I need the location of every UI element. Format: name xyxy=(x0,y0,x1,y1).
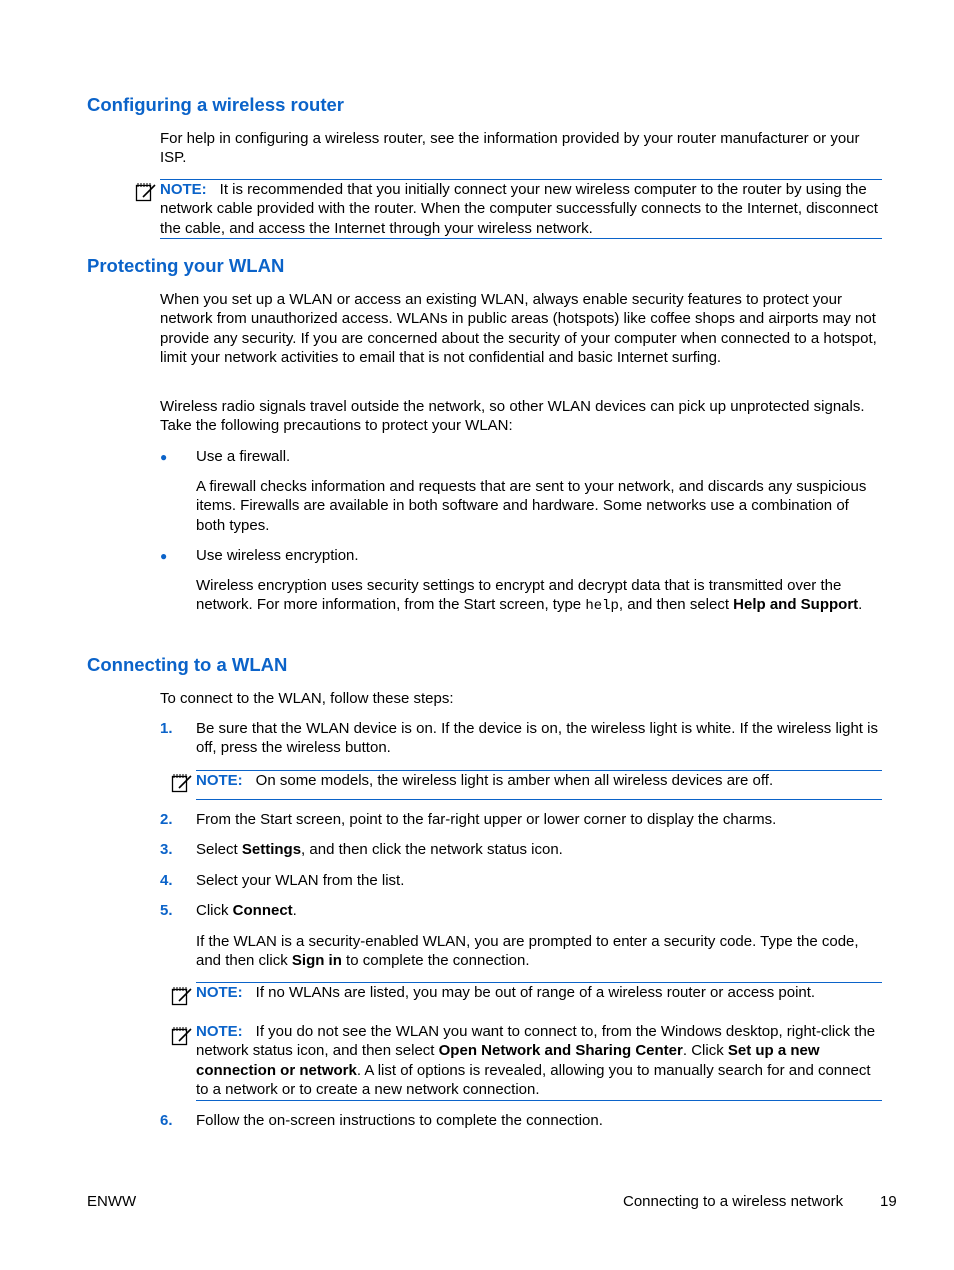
heading-protecting-wlan: Protecting your WLAN xyxy=(87,255,285,276)
page-number: 19 xyxy=(880,1193,897,1210)
protect-paragraph-2: Wireless radio signals travel outside the network, so other WLAN devices can pick up unprotected signals. Take the following precautions to protect your WLAN: xyxy=(160,398,865,435)
connect-label: Connect xyxy=(232,902,293,919)
note-label: NOTE: xyxy=(196,772,243,789)
bullet-marker: ● xyxy=(160,549,168,563)
step-number: 1. xyxy=(160,720,173,737)
note-text: On some models, the wireless light is amber when all wireless devices are off. xyxy=(255,772,774,789)
sign-in-label: Sign in xyxy=(291,952,342,970)
step-number: 5. xyxy=(160,902,173,919)
bullet-marker: ● xyxy=(160,450,168,464)
bullet-encryption: Use wireless encryption. xyxy=(196,547,359,564)
note-box-no-wlans xyxy=(196,982,882,1010)
footer-title: Connecting to a wireless network xyxy=(623,1193,844,1210)
step-2: From the Start screen, point to the far-right upper or lower corner to display the charms. xyxy=(196,811,777,828)
bullet-encryption-desc: Wireless encryption uses security settings to encrypt and decrypt data that is transmitted over the network. For more information, from the Start screen, type help, and then select Help and Support. xyxy=(196,577,863,615)
step-number: 2. xyxy=(160,811,173,828)
set-up-new-connection: Set up a new connection or network xyxy=(196,1042,820,1079)
step-5: Click Connect. xyxy=(196,902,297,919)
note-box-sharing-center: NOTE: If you do not see the WLAN you want to connect to, from the Windows desktop, right-click the network status icon, and then select Open Network and Sharing Center. Click Set up a new connection or network. A list of options is revealed, allowing you to manually search for and connect to a network or to create a new network connection. xyxy=(196,1022,882,1101)
note-text: If no WLANs are listed, you may be out of range of a wireless router or access point. xyxy=(255,984,816,1001)
connect-intro: To connect to the WLAN, follow these steps: xyxy=(160,690,454,707)
note-label: NOTE: xyxy=(196,1023,243,1040)
router-paragraph: For help in configuring a wireless router, see the information provided by your router manufacturer or your ISP. xyxy=(160,130,860,167)
open-network-sharing-center: Open Network and Sharing Center xyxy=(438,1042,683,1060)
step-number: 3. xyxy=(160,841,173,858)
code-help: help xyxy=(585,598,619,615)
note-icon xyxy=(171,985,193,1007)
step-5-desc: If the WLAN is a security-enabled WLAN, you are prompted to enter a security code. Type the code, and then click Sign in to complete the connection. xyxy=(196,933,859,970)
help-and-support: Help and Support xyxy=(733,596,859,614)
note-box-amber xyxy=(196,770,882,800)
note-box-router xyxy=(160,179,882,239)
step-1: Be sure that the WLAN device is on. If the device is on, the wireless light is white. If the wireless light is off, press the wireless button. xyxy=(196,720,878,757)
settings-label: Settings xyxy=(241,841,302,858)
heading-connecting-wlan: Connecting to a WLAN xyxy=(87,654,288,675)
protect-paragraph-1: When you set up a WLAN or access an existing WLAN, always enable security features to protect your network from unauthorized access. WLANs in public areas (hotspots) like coffee shops and airports may not provide any security. If you are concerned about the security of your computer when connected to a hotspot, limit your network activities to email that is not confidential and basic Internet surfing. xyxy=(160,291,877,367)
note-label: NOTE: xyxy=(160,181,207,198)
step-number: 4. xyxy=(160,872,173,889)
step-number: 6. xyxy=(160,1112,173,1129)
bullet-firewall-desc: A firewall checks information and requests that are sent to your network, and discards any suspicious items. Firewalls are available in both software and hardware. Some networks use a combination of both types. xyxy=(196,478,867,534)
footer-left: ENWW xyxy=(87,1193,137,1210)
step-6: Follow the on-screen instructions to complete the connection. xyxy=(196,1112,603,1129)
note-text: It is recommended that you initially connect your new wireless computer to the router by using the network cable provided with the router. When the computer successfully connects to the Internet, disconnect the cable, and access the Internet through your wireless network. xyxy=(160,181,878,237)
note-icon xyxy=(135,181,157,203)
note-icon xyxy=(171,772,193,794)
note-label: NOTE: xyxy=(196,984,243,1001)
heading-configuring-router: Configuring a wireless router xyxy=(87,94,344,115)
step-3: Select Settings, and then click the network status icon. xyxy=(196,841,563,858)
note-icon xyxy=(171,1025,193,1047)
bullet-firewall: Use a firewall. xyxy=(196,448,291,465)
step-4: Select your WLAN from the list. xyxy=(196,872,405,889)
